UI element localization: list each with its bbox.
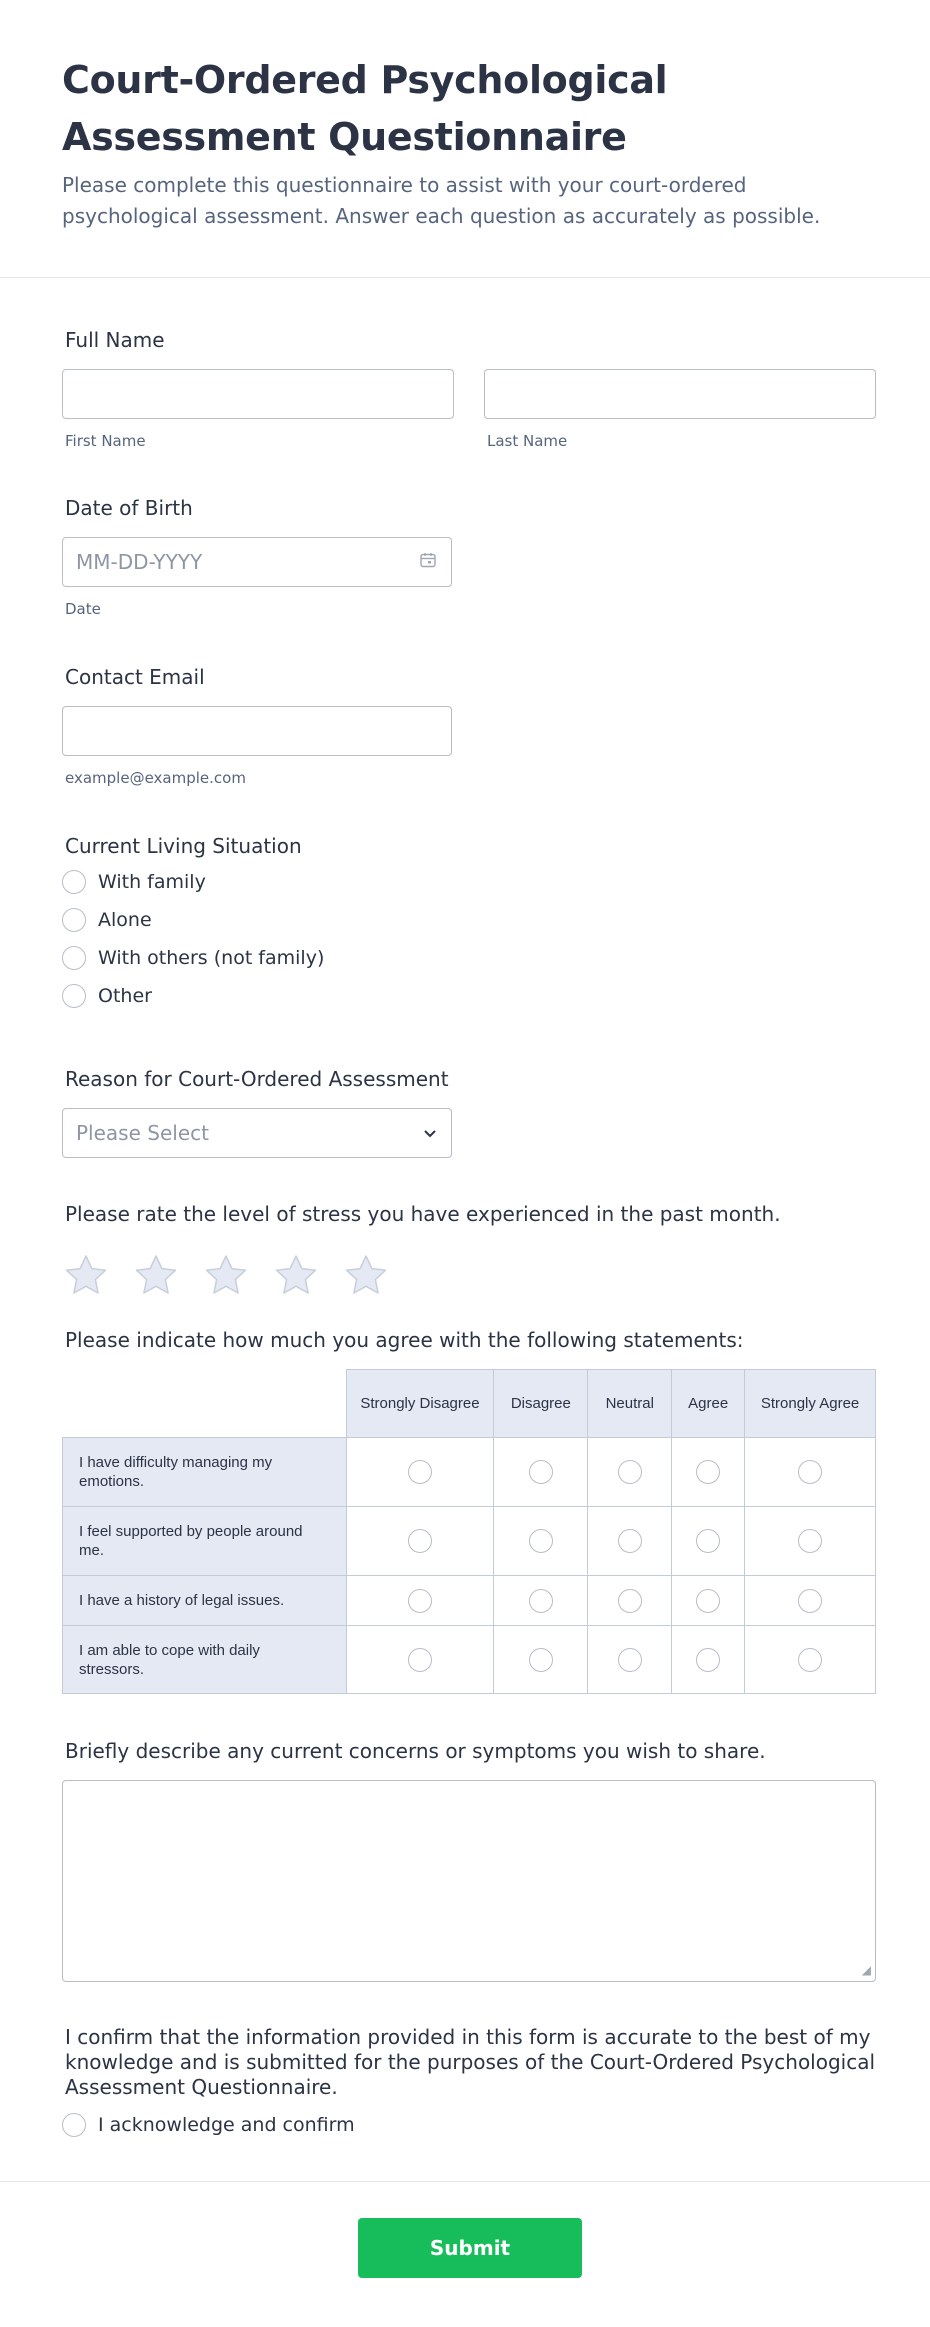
matrix-radio[interactable] <box>798 1648 822 1672</box>
star-rating <box>64 1254 876 1296</box>
matrix-row <box>63 1438 876 1507</box>
matrix-radio[interactable] <box>798 1589 822 1613</box>
concerns-label: Briefly describe any current concerns or symptoms you wish to share. <box>65 1739 766 1763</box>
resize-handle-icon[interactable]: ◢ <box>861 1963 871 1977</box>
radio-label: I acknowledge and confirm <box>98 2114 355 2136</box>
matrix-row-label: I have difficulty managing my emotions. <box>63 1438 347 1507</box>
matrix-radio[interactable] <box>529 1529 553 1553</box>
matrix-row <box>63 1507 876 1576</box>
matrix-row-label: I feel supported by people around me. <box>63 1507 347 1576</box>
matrix-column-header: Disagree <box>494 1370 588 1438</box>
radio-button[interactable] <box>62 984 86 1008</box>
stress-label: Please rate the level of stress you have experienced in the past month. <box>65 1202 781 1226</box>
radio-label: Other <box>98 985 152 1007</box>
star-icon[interactable] <box>204 1254 248 1296</box>
dob-placeholder: MM-DD-YYYY <box>76 550 203 574</box>
matrix-radio[interactable] <box>696 1529 720 1553</box>
matrix-radio[interactable] <box>696 1589 720 1613</box>
matrix-radio[interactable] <box>408 1529 432 1553</box>
stress-section <box>62 1200 876 1296</box>
last-name-sublabel: Last Name <box>487 432 568 450</box>
matrix-radio[interactable] <box>618 1648 642 1672</box>
dob-sublabel: Date <box>65 600 101 618</box>
matrix-row-label: I am able to cope with daily stressors. <box>63 1626 347 1694</box>
matrix-radio[interactable] <box>408 1589 432 1613</box>
radio-label: Alone <box>98 909 152 931</box>
star-icon[interactable] <box>274 1254 318 1296</box>
radio-label: With others (not family) <box>98 947 325 969</box>
star-icon[interactable] <box>344 1254 388 1296</box>
matrix-radio[interactable] <box>618 1460 642 1484</box>
matrix-radio[interactable] <box>618 1589 642 1613</box>
radio-button[interactable] <box>62 870 86 894</box>
dob-input[interactable] <box>62 537 452 587</box>
radio-button[interactable] <box>62 908 86 932</box>
matrix-column-header: Agree <box>672 1370 745 1438</box>
matrix-row <box>63 1576 876 1626</box>
email-input[interactable] <box>62 706 452 756</box>
matrix-radio[interactable] <box>618 1529 642 1553</box>
matrix-row-label: I have a history of legal issues. <box>63 1576 347 1626</box>
page-title: Court-Ordered Psychological Assessment Questionnaire <box>62 58 668 159</box>
matrix-column-header: Neutral <box>588 1370 672 1438</box>
agreement-matrix <box>62 1369 876 1694</box>
matrix-radio[interactable] <box>529 1460 553 1484</box>
full-name-section <box>62 326 876 450</box>
living-option[interactable] <box>62 977 876 1015</box>
concerns-textarea[interactable] <box>62 1780 876 1982</box>
dob-label: Date of Birth <box>65 496 193 520</box>
matrix-radio[interactable] <box>696 1460 720 1484</box>
concerns-section <box>62 1737 876 1982</box>
matrix-radio[interactable] <box>798 1529 822 1553</box>
radio-button[interactable] <box>62 2113 86 2137</box>
matrix-radio[interactable] <box>529 1589 553 1613</box>
matrix-corner <box>63 1370 347 1438</box>
email-sublabel: example@example.com <box>65 769 246 787</box>
reason-label: Reason for Court-Ordered Assessment <box>65 1067 449 1091</box>
living-option[interactable] <box>62 901 876 939</box>
form-footer <box>0 2181 930 2327</box>
matrix-label: Please indicate how much you agree with the following statements: <box>65 1328 744 1352</box>
matrix-column-header: Strongly Disagree <box>346 1370 494 1438</box>
confirm-option[interactable] <box>62 2106 876 2144</box>
matrix-column-header: Strongly Agree <box>745 1370 876 1438</box>
living-option[interactable] <box>62 939 876 977</box>
reason-placeholder: Please Select <box>76 1121 209 1145</box>
last-name-input[interactable] <box>484 369 876 419</box>
matrix-radio[interactable] <box>408 1460 432 1484</box>
matrix-section <box>62 1326 876 1694</box>
reason-section <box>62 1065 876 1158</box>
matrix-radio[interactable] <box>408 1648 432 1672</box>
form-header <box>0 0 930 278</box>
star-icon[interactable] <box>134 1254 178 1296</box>
living-section <box>62 832 876 1015</box>
matrix-radio[interactable] <box>529 1648 553 1672</box>
star-icon[interactable] <box>64 1254 108 1296</box>
submit-button[interactable]: Submit <box>358 2218 582 2278</box>
first-name-sublabel: First Name <box>65 432 146 450</box>
chevron-down-icon <box>423 1124 437 1143</box>
page-subtitle: Please complete this questionnaire to assist with your court-ordered psychological assessment. Answer each question as accurately as possible. <box>62 173 821 228</box>
reason-select[interactable] <box>62 1108 452 1158</box>
matrix-radio[interactable] <box>798 1460 822 1484</box>
matrix-radio[interactable] <box>696 1648 720 1672</box>
matrix-row <box>63 1626 876 1694</box>
full-name-label: Full Name <box>65 328 165 352</box>
first-name-input[interactable] <box>62 369 454 419</box>
calendar-icon[interactable] <box>419 551 437 573</box>
living-label: Current Living Situation <box>65 834 302 858</box>
living-option[interactable] <box>62 863 876 901</box>
email-section <box>62 663 876 787</box>
confirm-section <box>62 2025 876 2144</box>
radio-button[interactable] <box>62 946 86 970</box>
confirm-label: I confirm that the information provided in this form is accurate to the best of my knowledge and is submitted for the purposes of the Court-Ordered Psychological Assessment Questionnaire. <box>65 2025 876 2099</box>
dob-section <box>62 494 876 618</box>
living-options <box>62 863 876 1015</box>
email-label: Contact Email <box>65 665 205 689</box>
radio-label: With family <box>98 871 206 893</box>
